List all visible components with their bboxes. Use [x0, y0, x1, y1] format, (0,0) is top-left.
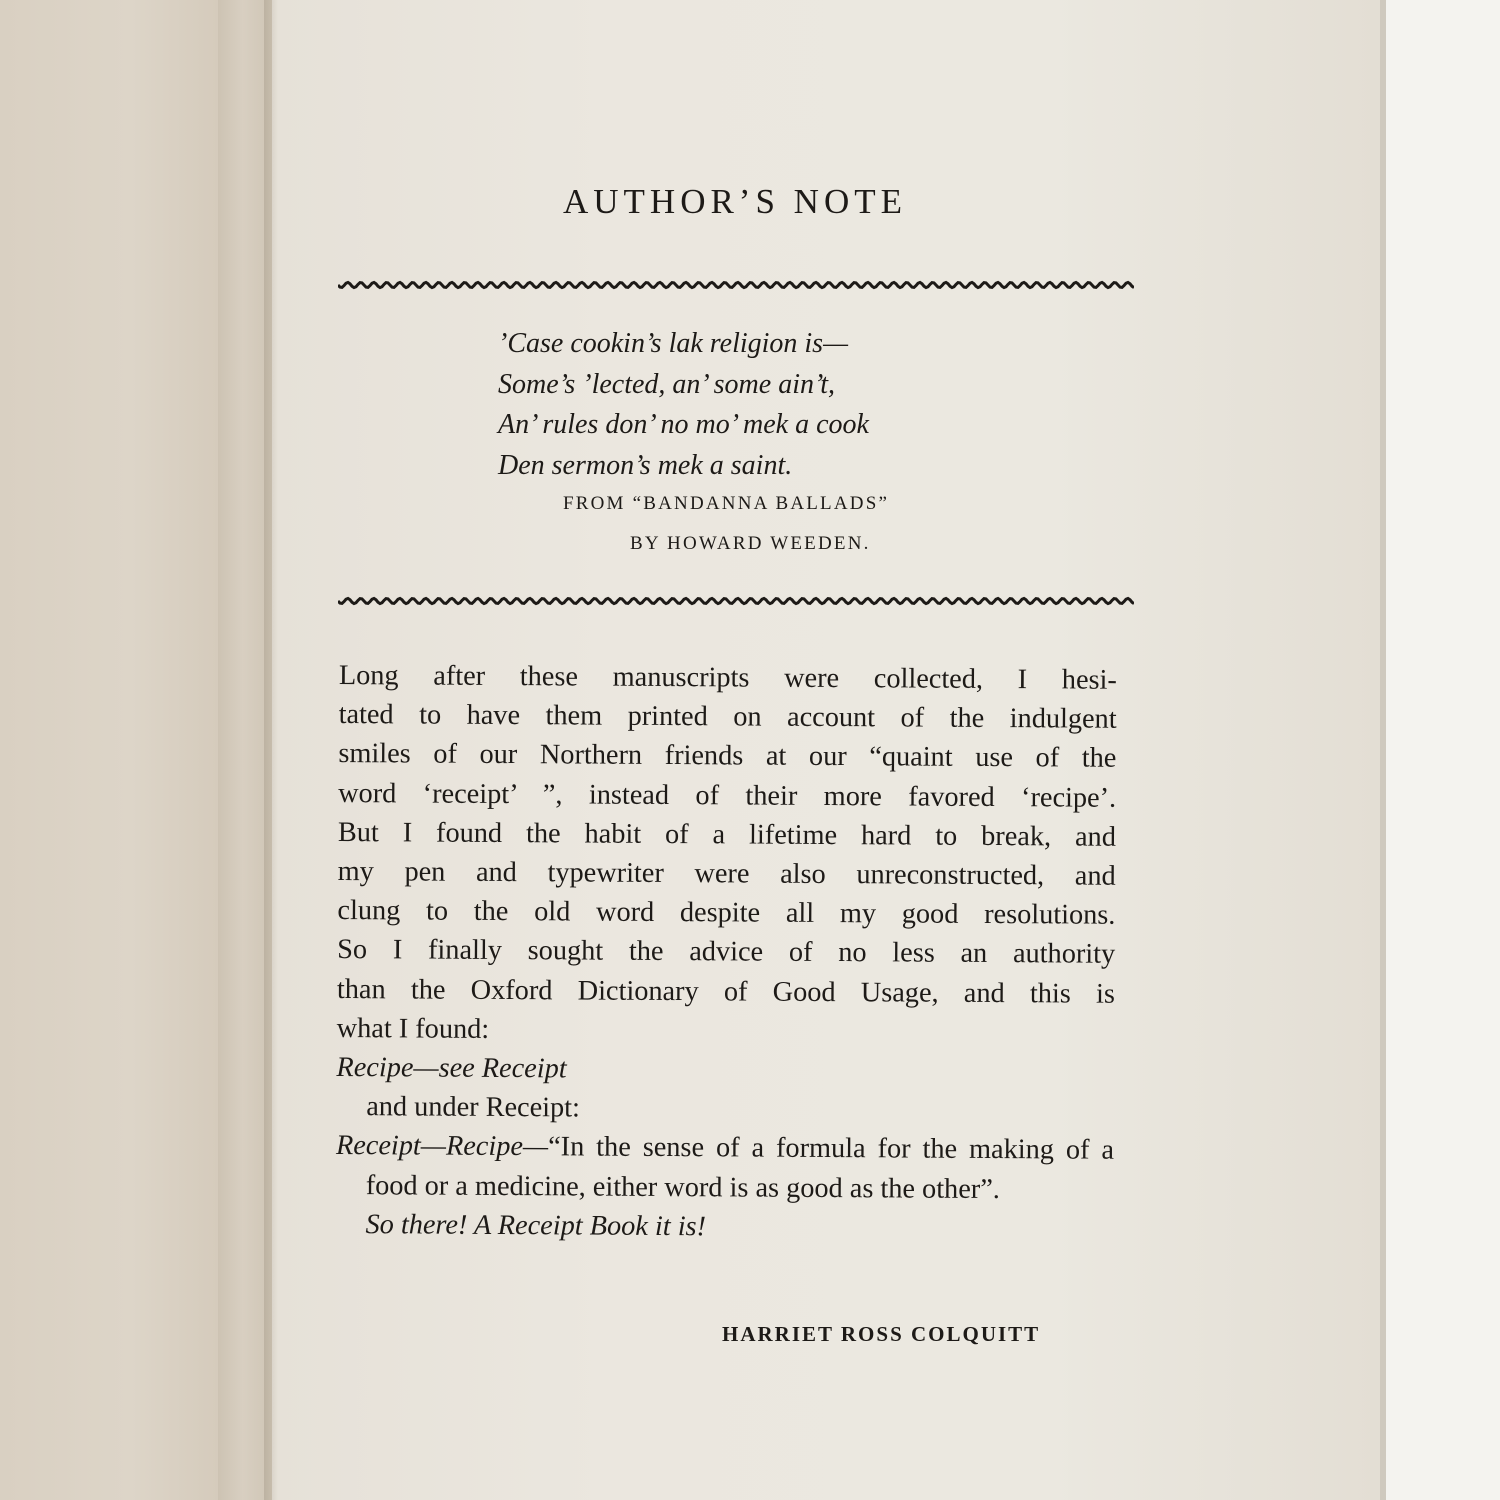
body-line: word ‘receipt’ ”, instead of their more favored ‘recipe’.: [338, 777, 1117, 814]
dictionary-entry-term: Receipt—Recipe—: [335, 1130, 549, 1163]
body-line: than the Oxford Dictionary of Good Usage, and this is: [336, 973, 1116, 1010]
body-line: my pen and typewriter were also unreconstructed, and: [337, 856, 1116, 892]
body-line: But I found the habit of a lifetime hard to break, and: [337, 816, 1117, 853]
poem-line: Den sermon’s mek a saint.: [498, 449, 793, 481]
dictionary-entry-recipe: Recipe—see Receipt: [336, 1052, 567, 1085]
bottom-wavy-rule: [338, 590, 1134, 612]
left-page: [0, 0, 218, 1500]
dictionary-note: and under Receipt:: [366, 1091, 581, 1124]
epigraph-author: BY HOWARD WEEDEN.: [630, 533, 871, 554]
body-line: Long after these manuscripts were collected, I hesi-: [338, 659, 1117, 696]
author-signature: HARRIET ROSS COLQUITT: [722, 1322, 1041, 1346]
dictionary-entry-receipt: [336, 1126, 1114, 1209]
body-line: what I found:: [336, 1012, 490, 1045]
body-line: tated to have them printed on account of the indulgent: [338, 699, 1117, 735]
page-gutter-shadow: [264, 0, 278, 1500]
epigraph-source: FROM “BANDANNA BALLADS”: [563, 493, 890, 514]
body-line: So I finally sought the advice of no less an authority: [337, 934, 1116, 971]
body-line: clung to the old word despite all my good resolutions.: [337, 895, 1116, 931]
author-note-body: [335, 656, 1117, 1249]
epigraph-poem: [498, 324, 869, 486]
closing-line: So there! A Receipt Book it is!: [365, 1209, 707, 1243]
dictionary-entry-definition: “In the sense of a formula for the making of a food or a medicine, either word is as good as the other”.: [365, 1131, 1115, 1205]
poem-line: An’ rules don’ no mo’ mek a cook: [498, 409, 869, 440]
body-line: smiles of our Northern friends at our “quaint use of the: [338, 738, 1117, 775]
poem-line: Some’s ’lected, an’ some ain’t,: [498, 368, 835, 400]
top-wavy-rule: [338, 274, 1134, 296]
page-title: AUTHOR’S NOTE: [562, 182, 907, 221]
background-surface: [1386, 0, 1500, 1500]
poem-line: ’Case cookin’s lak religion is—: [498, 328, 848, 359]
